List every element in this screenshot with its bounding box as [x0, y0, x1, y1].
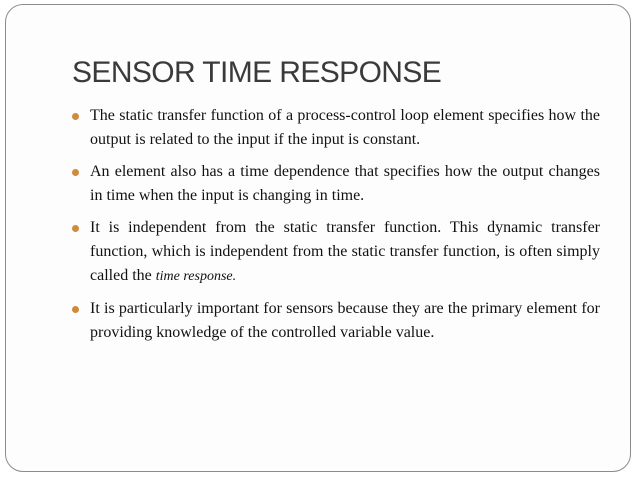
bullet-emphasis: time response.	[155, 269, 237, 284]
bullet-item	[72, 297, 600, 345]
circle-bullet-icon	[72, 113, 79, 120]
bullet-text: An element also has a time dependence that specifies how the output changes in time when the input is changing in time.	[90, 163, 600, 204]
bullet-text: It is particularly important for sensors because they are the primary element for providing knowledge of the controlled variable value.	[90, 300, 600, 341]
circle-bullet-icon	[72, 225, 79, 232]
bullet-text: The static transfer function of a process-control loop element specifies how the output is related to the input if the input is constant.	[90, 107, 600, 148]
circle-bullet-icon	[72, 169, 79, 176]
bullet-item	[72, 216, 600, 289]
bullet-item	[72, 104, 600, 152]
bullet-list	[72, 104, 600, 353]
bullet-item	[72, 160, 600, 208]
circle-bullet-icon	[72, 306, 79, 313]
bullet-text: It is independent from the static transfer function. This dynamic transfer function, which is independent from the static transfer function, is often simply called the	[90, 219, 600, 284]
slide-title: SENSOR TIME RESPONSE	[72, 56, 442, 89]
